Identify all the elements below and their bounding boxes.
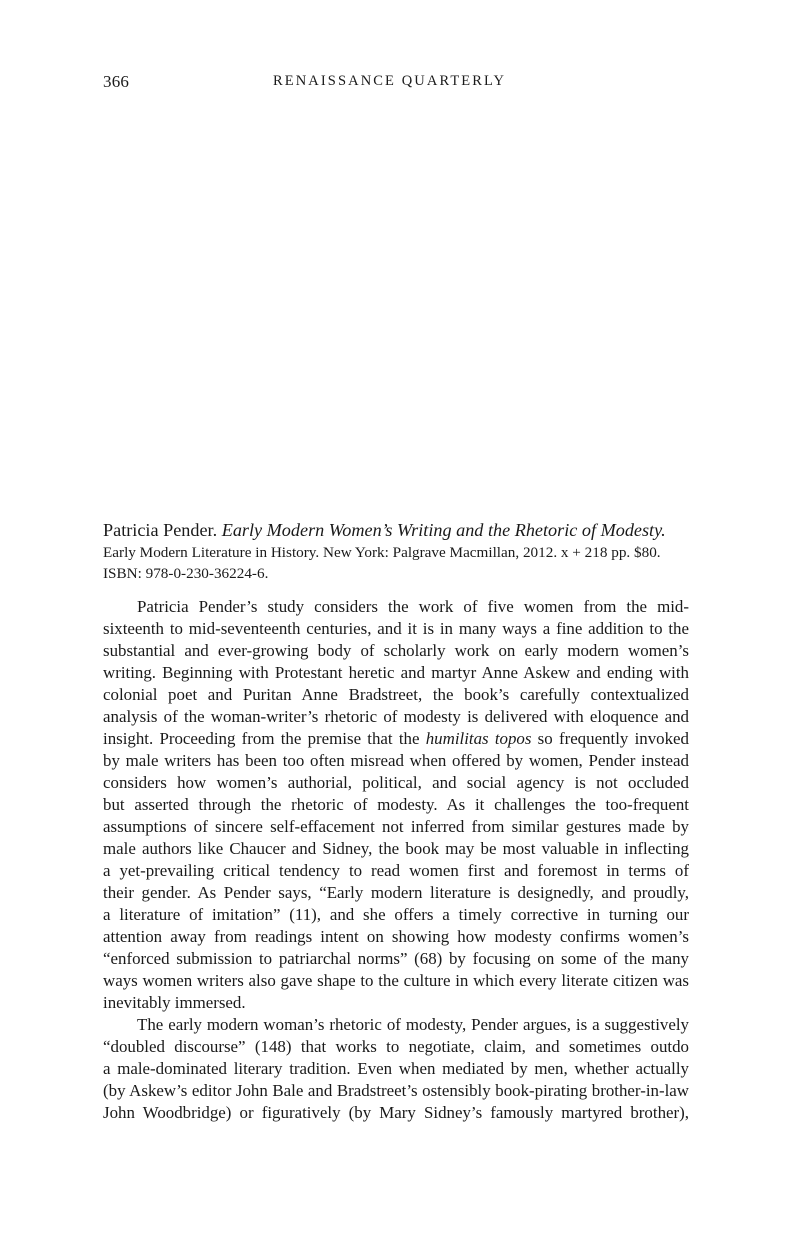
text-segment: so frequently invoked	[531, 729, 689, 748]
text-line: a literature of imitation” (11), and she offers a timely corrective in turning our	[103, 905, 689, 924]
review-body	[103, 596, 689, 1124]
text-line: (by Askew’s editor John Bale and Bradstreet’s ostensibly book-pirating brother-in-law	[103, 1081, 689, 1100]
text-line: attention away from readings intent on showing how modesty confirms women’s	[103, 927, 689, 946]
text-line: writing. Beginning with Protestant heretic and martyr Anne Askew and ending with	[103, 663, 689, 682]
citation-isbn: ISBN: 978-0-230-36224-6.	[103, 565, 269, 582]
text-line: “enforced submission to patriarchal norms” (68) by focusing on some of the many	[103, 949, 689, 968]
text-line: The early modern woman’s rhetoric of modesty, Pender argues, is a suggestively	[137, 1015, 689, 1034]
text-line: their gender. As Pender says, “Early modern literature is designedly, and proudly,	[103, 883, 689, 902]
paragraph-1	[103, 596, 689, 1014]
text-line	[103, 728, 689, 750]
text-segment: insight. Proceeding from the premise that the	[103, 729, 426, 748]
text-line: ways women writers also gave shape to the culture in which every literate citizen was	[103, 971, 689, 990]
citation-publication: Early Modern Literature in History. New York: Palgrave Macmillan, 2012. x + 218 pp. $80.	[103, 544, 661, 561]
book-citation	[103, 518, 689, 584]
book-review	[103, 518, 689, 1124]
text-line: substantial and ever-growing body of scholarly work on early modern women’s	[103, 641, 689, 660]
text-line: sixteenth to mid-seventeenth centuries, and it is in many ways a fine addition to the	[103, 619, 689, 638]
text-line: inevitably immersed.	[103, 993, 246, 1012]
text-line: but asserted through the rhetoric of modesty. As it challenges the too-frequent	[103, 795, 689, 814]
paragraph-2	[103, 1014, 689, 1124]
citation-line-1	[103, 518, 689, 542]
text-line: colonial poet and Puritan Anne Bradstreet, the book’s carefully contextualized	[103, 685, 689, 704]
running-head: RENAISSANCE QUARTERLY	[273, 73, 507, 89]
text-line: a yet-prevailing critical tendency to read women first and foremost in terms of	[103, 861, 689, 880]
text-line: considers how women’s authorial, political, and social agency is not occluded	[103, 773, 689, 792]
text-line: analysis of the woman-writer’s rhetoric of modesty is delivered with eloquence and	[103, 707, 689, 726]
page-number: 366	[103, 72, 130, 91]
text-line: by male writers has been too often misread when offered by women, Pender instead	[103, 751, 689, 770]
citation-author: Patricia Pender.	[103, 520, 218, 540]
text-line: male authors like Chaucer and Sidney, the book may be most valuable in inflecting	[103, 839, 689, 858]
emphasized-term: humilitas topos	[425, 729, 532, 748]
text-line: “doubled discourse” (148) that works to negotiate, claim, and sometimes outdo	[103, 1037, 689, 1056]
text-line: Patricia Pender’s study considers the work of five women from the mid-	[137, 597, 689, 616]
text-line: John Woodbridge) or figuratively (by Mary Sidney’s famously martyred brother),	[103, 1103, 689, 1122]
citation-title: Early Modern Women’s Writing and the Rhetoric of Modesty.	[221, 520, 666, 540]
text-line: a male-dominated literary tradition. Even when mediated by men, whether actually	[103, 1059, 689, 1078]
text-line: assumptions of sincere self-effacement not inferred from similar gestures made by	[103, 817, 689, 836]
